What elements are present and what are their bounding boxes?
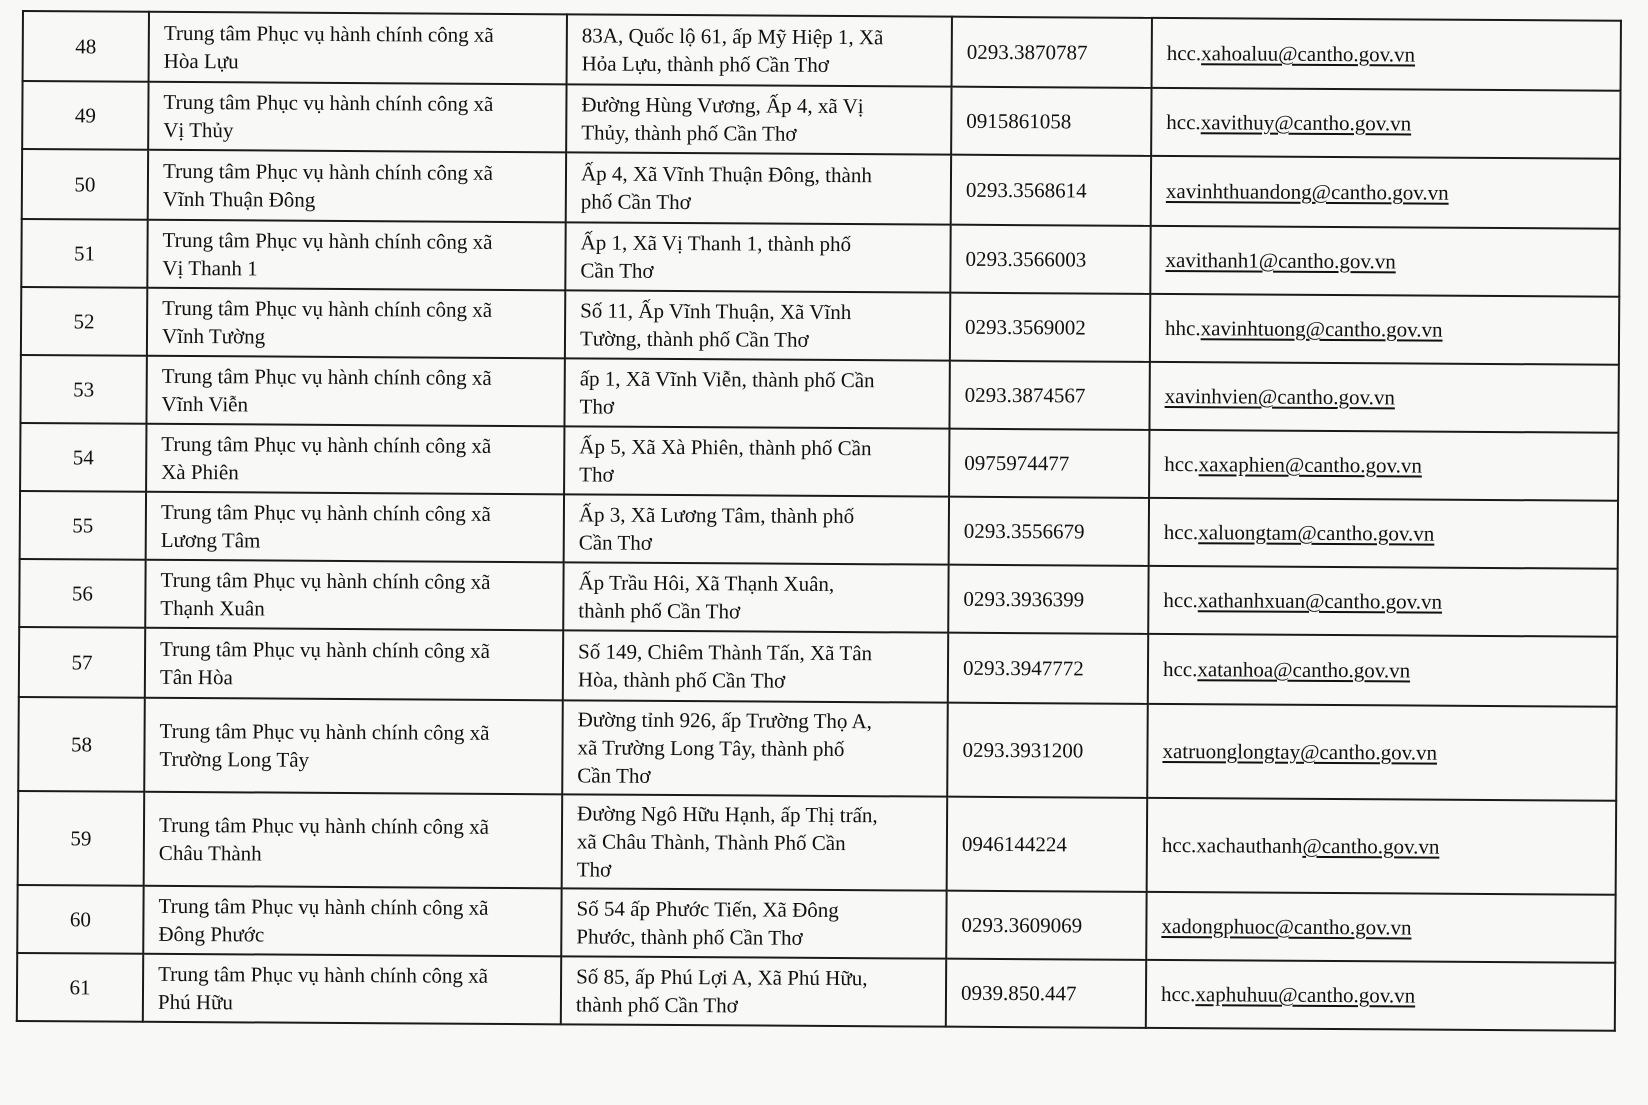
phone-cell: 0975974477 <box>949 429 1149 498</box>
address-line: Đường Ngô Hữu Hạnh, ấp Thị trấn, <box>577 801 878 828</box>
email-cell <box>1146 892 1615 963</box>
row-number: 52 <box>21 287 147 356</box>
row-number: 53 <box>20 355 146 424</box>
phone-cell: 0293.3609069 <box>946 891 1146 960</box>
email-link[interactable]: xadongphuoc@cantho.gov.vn <box>1161 913 1412 940</box>
center-name-line: Trung tâm Phục vụ hành chính công xã <box>162 158 494 185</box>
email-link[interactable]: xahoaluu@cantho.gov.vn <box>1201 41 1416 67</box>
center-name-cell <box>148 150 566 223</box>
table-row <box>21 219 1619 297</box>
email-link[interactable]: xaphuhuu@cantho.gov.vn <box>1195 982 1416 1008</box>
table-row <box>17 885 1615 963</box>
email-cell <box>1151 88 1620 159</box>
email-prefix: hcc. <box>1162 656 1198 682</box>
email-prefix: hcc. <box>1163 519 1199 545</box>
table-row <box>20 355 1618 433</box>
email-link[interactable]: xavinhvien@cantho.gov.vn <box>1164 383 1395 410</box>
row-number: 48 <box>23 11 149 82</box>
center-name-line: Trung tâm Phục vụ hành chính công xã <box>162 295 493 322</box>
address-line: Cần Thơ <box>580 258 654 283</box>
center-name-cell <box>146 492 564 563</box>
address-line: xã Trường Long Tây, thành phố <box>577 735 845 762</box>
phone-cell: 0293.3936399 <box>948 565 1148 634</box>
email-link[interactable]: xaxaphien@cantho.gov.vn <box>1198 452 1422 478</box>
address-line: Ấp Trầu Hôi, Xã Thạnh Xuân, <box>578 570 835 596</box>
email-prefix: hcc. <box>1160 981 1196 1007</box>
email-prefix: hcc. <box>1166 40 1202 66</box>
email-link[interactable]: xavinhtuong@cantho.gov.vn <box>1200 316 1443 342</box>
email-prefix: hcc. <box>1164 451 1199 477</box>
center-name-line: Trung tâm Phục vụ hành chính công xã <box>160 567 491 594</box>
center-name-line: Tân Hòa <box>159 664 233 690</box>
address-line: Ấp 3, Xã Lương Tâm, thành phố <box>578 502 855 529</box>
center-name-cell <box>149 12 567 85</box>
center-name-line: Trung tâm Phục vụ hành chính công xã <box>159 718 490 745</box>
address-line: Thơ <box>579 394 615 419</box>
table-row <box>23 11 1621 91</box>
address-line: Đường tỉnh 926, ấp Trường Thọ A, <box>577 707 873 734</box>
email-link[interactable]: xathanhxuan@cantho.gov.vn <box>1197 588 1443 614</box>
center-name-line: Hòa Lựu <box>163 48 239 74</box>
phone-cell: 0293.3566003 <box>950 225 1150 294</box>
phone-cell: 0293.3870787 <box>952 17 1152 88</box>
phone-cell: 0293.3874567 <box>949 361 1149 430</box>
address-line: Tường, thành phố Cần Thơ <box>579 326 809 352</box>
table-row <box>17 953 1615 1031</box>
center-name-cell <box>145 560 563 631</box>
address-line: Số 54 ấp Phước Tiến, Xã Đông <box>576 896 839 923</box>
email-cell <box>1146 960 1615 1031</box>
center-name-line: Trung tâm Phục vụ hành chính công xã <box>161 431 492 458</box>
email-cell <box>1147 798 1617 895</box>
address-cell <box>564 358 949 428</box>
address-cell <box>561 956 946 1026</box>
email-link[interactable]: xavithuy@cantho.gov.vn <box>1200 110 1412 136</box>
center-name-line: Lương Tâm <box>160 527 261 553</box>
address-line: Ấp 5, Xã Xà Phiên, thành phố Cần <box>579 434 872 461</box>
table-row <box>20 491 1618 569</box>
email-cell <box>1149 430 1618 501</box>
address-cell <box>563 630 948 702</box>
center-name-line: Trung tâm Phục vụ hành chính công xã <box>163 20 494 47</box>
email-cell <box>1148 634 1617 707</box>
email-cell <box>1150 226 1619 297</box>
table-row <box>20 423 1618 501</box>
email-link[interactable]: xavithanh1@cantho.gov.vn <box>1165 247 1396 274</box>
row-number: 49 <box>22 81 148 150</box>
address-cell <box>565 290 950 360</box>
address-line: Thủy, thành phố Cần Thơ <box>581 120 797 146</box>
email-link[interactable]: xavinhthuandong@cantho.gov.vn <box>1165 178 1449 205</box>
address-line: Ấp 1, Xã Vị Thanh 1, thành phố <box>580 230 852 257</box>
row-number: 54 <box>20 423 146 492</box>
center-name-line: Trung tâm Phục vụ hành chính công xã <box>158 893 489 920</box>
center-name-line: Trung tâm Phục vụ hành chính công xã <box>158 961 489 988</box>
table-row <box>22 149 1620 229</box>
center-name-line: Trung tâm Phục vụ hành chính công xã <box>162 227 493 254</box>
address-cell <box>563 562 948 632</box>
row-number: 57 <box>19 627 145 698</box>
address-cell <box>567 14 952 86</box>
row-number: 61 <box>17 953 143 1022</box>
center-name-line: Trung tâm Phục vụ hành chính công xã <box>163 89 494 116</box>
phone-cell: 0293.3556679 <box>949 497 1149 566</box>
email-cell <box>1147 704 1617 801</box>
center-name-cell <box>148 82 566 153</box>
email-link[interactable]: @cantho.gov.vn <box>1302 833 1440 859</box>
table-row <box>22 81 1620 159</box>
address-line: 83A, Quốc lộ 61, ấp Mỹ Hiệp 1, Xã <box>581 23 884 50</box>
center-name-line: Trung tâm Phục vụ hành chính công xã <box>160 499 491 526</box>
address-line: ấp 1, Xã Vĩnh Viễn, thành phố Cần <box>579 366 875 393</box>
phone-cell: 0293.3568614 <box>951 155 1151 226</box>
center-name-line: Trung tâm Phục vụ hành chính công xã <box>158 812 490 839</box>
address-cell <box>562 794 948 890</box>
center-name-cell <box>147 288 565 359</box>
row-number: 58 <box>18 697 145 792</box>
address-cell <box>561 888 946 958</box>
address-line: thành phố Cần Thơ <box>575 992 738 1018</box>
address-cell <box>564 494 949 564</box>
email-link[interactable]: xatanhoa@cantho.gov.vn <box>1197 657 1411 683</box>
center-name-line: Xà Phiên <box>161 459 239 485</box>
row-number: 55 <box>20 491 146 560</box>
address-cell <box>566 84 951 154</box>
center-name-line: Phú Hữu <box>157 989 233 1015</box>
email-prefix: hhc. <box>1165 315 1201 341</box>
center-name-cell <box>144 792 563 889</box>
center-name-line: Vĩnh Thuận Đông <box>162 186 316 212</box>
table-row <box>18 791 1617 895</box>
center-name-line: Vị Thanh 1 <box>162 255 258 281</box>
email-cell <box>1149 362 1618 433</box>
center-name-cell <box>144 698 563 795</box>
email-cell <box>1149 498 1618 569</box>
email-prefix: hcc.xachauthanh <box>1161 832 1303 858</box>
address-line: Thơ <box>579 462 614 487</box>
address-line: xã Châu Thành, Thành Phố Cần <box>576 829 846 856</box>
table-row <box>19 627 1617 707</box>
row-number: 50 <box>22 149 148 220</box>
records-table <box>16 10 1622 1032</box>
table-body <box>17 11 1621 1031</box>
email-link[interactable]: xaluongtam@cantho.gov.vn <box>1198 520 1435 546</box>
center-name-line: Vị Thủy <box>163 117 234 143</box>
address-line: Hỏa Lựu, thành phố Cần Thơ <box>581 51 829 77</box>
center-name-line: Vĩnh Viễn <box>161 391 249 417</box>
email-prefix: hcc. <box>1163 587 1198 613</box>
address-line: Phước, thành phố Cần Thơ <box>576 924 803 950</box>
center-name-cell <box>146 424 564 495</box>
row-number: 56 <box>19 559 145 628</box>
phone-cell: 0946144224 <box>947 797 1148 892</box>
address-cell <box>565 222 950 292</box>
address-line: Cần Thơ <box>577 763 651 788</box>
email-link[interactable]: xatruonglongtay@cantho.gov.vn <box>1162 738 1438 765</box>
address-line: Thơ <box>576 857 612 882</box>
center-name-cell <box>143 954 561 1025</box>
table-row <box>19 559 1617 637</box>
phone-cell: 0915861058 <box>951 87 1151 156</box>
center-name-line: Vĩnh Tường <box>161 323 266 349</box>
email-cell <box>1148 566 1617 637</box>
address-cell <box>566 152 951 224</box>
center-name-line: Châu Thành <box>158 840 262 866</box>
row-number: 59 <box>18 791 145 886</box>
address-line: Số 11, Ấp Vĩnh Thuận, Xã Vĩnh <box>580 298 852 325</box>
email-cell <box>1150 294 1619 365</box>
center-name-line: Thạnh Xuân <box>160 595 265 621</box>
email-cell <box>1151 156 1620 229</box>
phone-cell: 0293.3931200 <box>947 703 1148 798</box>
address-cell <box>562 700 948 796</box>
center-name-line: Trường Long Tây <box>159 746 310 772</box>
phone-cell: 0939.850.447 <box>946 959 1146 1028</box>
center-name-line: Đông Phước <box>158 921 265 947</box>
center-name-cell <box>145 628 563 701</box>
address-line: phố Cần Thơ <box>580 189 691 215</box>
address-line: Ấp 4, Xã Vĩnh Thuận Đông, thành <box>580 161 872 188</box>
address-line: Hòa, thành phố Cần Thơ <box>577 667 786 693</box>
table-row <box>18 697 1617 801</box>
address-cell <box>564 426 949 496</box>
address-line: Số 85, ấp Phú Lợi A, Xã Phú Hữu, <box>576 964 868 991</box>
email-cell <box>1152 18 1621 91</box>
phone-cell: 0293.3947772 <box>948 633 1148 704</box>
address-line: Số 149, Chiêm Thành Tấn, Xã Tân <box>578 639 873 666</box>
row-number: 51 <box>21 219 147 288</box>
row-number: 60 <box>17 885 143 954</box>
address-line: Cần Thơ <box>578 530 652 555</box>
center-name-line: Trung tâm Phục vụ hành chính công xã <box>160 636 491 663</box>
table-row <box>21 287 1619 365</box>
address-line: Đường Hùng Vương, Ấp 4, xã Vị <box>581 92 864 119</box>
center-name-cell <box>146 356 564 427</box>
address-line: thành phố Cần Thơ <box>578 598 741 624</box>
center-name-line: Trung tâm Phục vụ hành chính công xã <box>161 363 492 390</box>
center-name-cell <box>147 220 565 291</box>
email-prefix: hcc. <box>1166 109 1201 135</box>
center-name-cell <box>143 886 561 957</box>
phone-cell: 0293.3569002 <box>950 293 1150 362</box>
